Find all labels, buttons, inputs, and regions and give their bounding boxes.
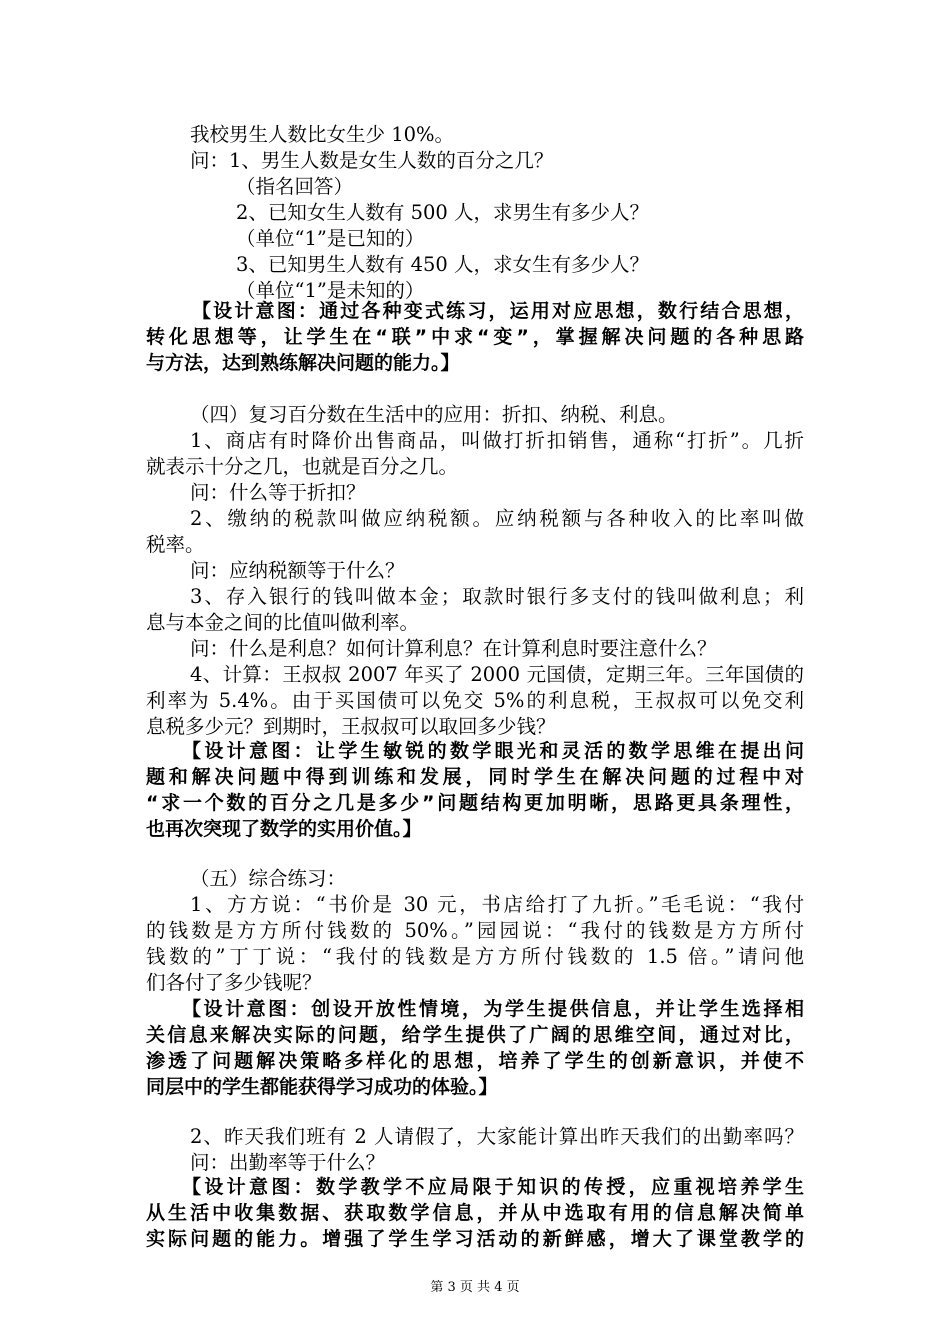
design-intent-line: 【设计意图：让学生敏锐的数学眼光和灵活的数学思维在提出问 (182, 740, 804, 762)
text-line: 2、昨天我们班有 2 人请假了，大家能计算出昨天我们的出勤率吗？ (190, 1125, 804, 1148)
text-line: 就表示十分之几，也就是百分之几。 (146, 455, 459, 478)
text-line: 我校男生人数比女生少 10%。 (190, 123, 455, 146)
page-number-footer: 第 3 页 共 4 页 (430, 1280, 520, 1295)
text-line: 1、方方说：“书价是 30 元，书店给打了九折。”毛毛说：“我付 (190, 893, 804, 916)
design-intent-line: 也再次突现了数学的实用价值。】 (146, 818, 422, 840)
design-intent-line: 同层中的学生都能获得学习成功的体验。】 (146, 1076, 498, 1098)
text-line: 税率。 (146, 533, 205, 556)
design-intent-line: 实际问题的能力。增强了学生学习活动的新鲜感，增大了课堂教学的 (146, 1228, 804, 1250)
text-line: 问：什么是利息？如何计算利息？在计算利息时要注意什么？ (190, 637, 717, 660)
text-line: （单位“1”是已知的） (236, 227, 425, 250)
design-intent-line: 渗透了问题解决策略多样化的思想，培养了学生的创新意识，并使不 (146, 1050, 804, 1072)
text-line: 2、已知女生人数有 500 人，求男生有多少人？ (236, 201, 650, 224)
text-line: 2、缴纳的税款叫做应纳税额。应纳税额与各种收入的比率叫做 (190, 507, 804, 530)
text-line: 1、商店有时降价出售商品，叫做打折扣销售，通称“打折”。几折 (190, 429, 804, 452)
text-line: 3、已知男生人数有 450 人，求女生有多少人？ (236, 253, 650, 276)
design-intent-line: 【设计意图：数学教学不应局限于知识的传授，应重视培养学生 (182, 1176, 804, 1198)
design-intent-line: 与方法，达到熟练解决问题的能力。】 (146, 352, 460, 374)
text-line: 问：什么等于折扣？ (190, 481, 366, 504)
text-line: （指名回答） (236, 175, 354, 198)
design-intent-line: 转化思想等，让学生在“联”中求“变”，掌握解决问题的各种思路 (146, 326, 804, 348)
design-intent-line: 关信息来解决实际的问题，给学生提供了广阔的思维空间，通过对比， (146, 1024, 804, 1046)
text-line: 问：应纳税额等于什么？ (190, 559, 405, 582)
design-intent-line: 【设计意图：通过各种变式练习，运用对应思想，数行结合思想， (192, 300, 804, 322)
text-line: 的钱数是方方所付钱数的 50%。”园园说：“我付的钱数是方方所付 (146, 919, 804, 942)
text-line: 钱数的”丁丁说：“我付的钱数是方方所付钱数的 1.5 倍。”请问他 (146, 945, 804, 968)
text-line: 3、存入银行的钱叫做本金；取款时银行多支付的钱叫做利息；利 (190, 585, 804, 608)
text-line: 4、计算：王叔叔 2007 年买了 2000 元国债，定期三年。三年国债的 (190, 663, 804, 686)
text-line: 们各付了多少钱呢？ (146, 971, 322, 994)
design-intent-line: 从生活中收集数据、获取数学信息，并从中选取有用的信息解决简单 (146, 1202, 804, 1224)
design-intent-line: “求一个数的百分之几是多少”问题结构更加明晰，思路更具条理性， (146, 792, 804, 814)
text-line: 息与本金之间的比值叫做利率。 (146, 611, 420, 634)
design-intent-line: 【设计意图：创设开放性情境，为学生提供信息，并让学生选择相 (182, 998, 804, 1020)
section-heading: （五）综合练习： (190, 867, 347, 890)
text-line: 问：1、男生人数是女生人数的百分之几？ (190, 149, 554, 172)
text-line: 息税多少元？到期时，王叔叔可以取回多少钱？ (146, 715, 556, 738)
text-line: 问：出勤率等于什么？ (190, 1151, 386, 1174)
text-line: 利率为 5.4%。由于买国债可以免交 5%的利息税，王叔叔可以免交利 (146, 689, 804, 712)
design-intent-line: 题和解决问题中得到训练和发展，同时学生在解决问题的过程中对 (146, 766, 804, 788)
text-line: （单位“1”是未知的） (236, 279, 425, 302)
section-heading: （四）复习百分数在生活中的应用：折扣、纳税、利息。 (190, 403, 678, 426)
